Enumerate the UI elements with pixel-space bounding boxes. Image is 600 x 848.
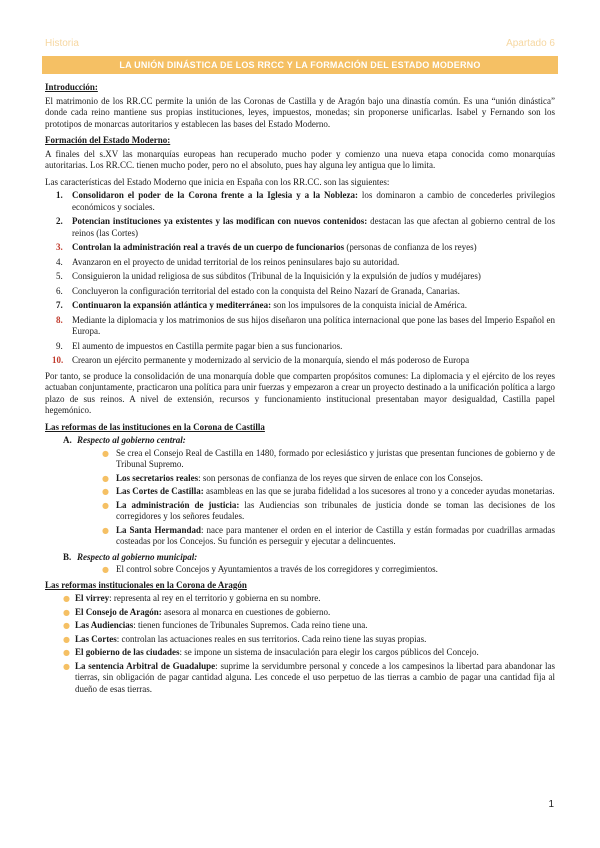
item-text: : nace para mantener el orden en el interior de Castilla y están formadas por cuadrillas armadas costeadas por los Concejos. Su función es perseguir y ejecutar a delincuentes.: [116, 524, 555, 546]
bullet-icon: ●: [102, 500, 109, 510]
formacion-paragraph-1: A finales del s.XV las monarquías europeas han recuperado mucho poder y comienzo una nueva etapa conocida como monarquías autoritarias. Los RR.CC. tienen mucho poder, pero no el absoluto, pues hay alguna ley antigua que lo limita.: [45, 148, 555, 170]
item-number: 6.: [56, 285, 63, 296]
list-item: [45, 486, 555, 498]
list-item: [45, 525, 555, 548]
list-item: [45, 607, 555, 619]
item-bold: La Santa Hermandad: [116, 524, 202, 535]
item-text: El aumento de impuestos en Castilla permite pagar bien a sus funcionarios.: [72, 340, 343, 351]
item-text: : son personas de confianza de los reyes que sirven de enlace con los Consejos.: [198, 472, 483, 483]
list-item: [45, 216, 555, 239]
bullet-icon: ●: [63, 607, 70, 617]
subsection-heading: [59, 552, 555, 564]
item-number: 4.: [56, 256, 63, 267]
list-item: [45, 500, 555, 523]
bullet-icon: ●: [102, 473, 109, 483]
item-bold: La sentencia Arbitral de Guadalupe: [75, 660, 216, 671]
list-item: [45, 448, 555, 471]
aragon-list: [45, 593, 555, 695]
subsection-label: Respecto al gobierno central:: [77, 435, 186, 445]
list-item: [45, 190, 555, 213]
item-bold: Controlan la administración real a través de un cuerpo de funcionarios: [72, 242, 345, 252]
item-bold: Consolidaron el poder de la Corona frente a la Iglesia y a la Nobleza:: [72, 190, 358, 200]
item-text: Consiguieron la unidad religiosa de sus súbditos (Tribunal de la Inquisición y la expulsión de judíos y mudéjares): [72, 271, 481, 281]
item-number: 3.: [56, 242, 63, 252]
item-text: son los impulsores de la conquista inicial de América.: [271, 300, 468, 310]
characteristics-list: [45, 190, 555, 367]
item-bold: Potencian instituciones ya existentes y las modifican con nuevos contenidos:: [72, 216, 368, 226]
bullet-icon: ●: [63, 634, 70, 644]
list-item: [45, 257, 555, 269]
item-text: : controlan las actuaciones reales en sus territorios. Cada reino tiene las suyas propias.: [116, 633, 427, 644]
item-text: : representa al rey en el territorio y gobierna en su nombre.: [109, 593, 321, 603]
item-bold: Las Cortes de Castilla:: [116, 486, 204, 496]
item-number: 2.: [56, 216, 63, 226]
bullet-icon: ●: [102, 448, 109, 458]
item-number: 1.: [56, 190, 63, 200]
list-item: [45, 300, 555, 312]
item-bold: El Consejo de Aragón:: [75, 606, 162, 617]
item-number: 5.: [56, 271, 63, 281]
page-header: [45, 38, 555, 52]
castilla-municipal-list: [45, 564, 555, 576]
castilla-section-b: [59, 552, 555, 564]
list-item: [45, 593, 555, 605]
item-bold: Los secretarios reales: [116, 472, 199, 483]
bullet-icon: ●: [102, 525, 109, 535]
subsection-key: A.: [63, 435, 72, 445]
list-item: [45, 271, 555, 283]
subsection-heading: [59, 435, 555, 447]
bullet-icon: ●: [102, 487, 109, 496]
item-text: : suprime la servidumbre personal y concede a los campesinos la libertad para abandonar las tierras, sin obligación de pagar cantidad alguna. Les concede el uso perpetuo de las tierras a cambio de pagar una cantidad fija al dueño de esas tierras.: [75, 660, 555, 694]
item-bold: Las Audiencias: [75, 620, 134, 630]
header-subject: Historia: [45, 38, 79, 49]
item-text: : se impone un sistema de insaculación para elegir los cargos públicos del Concejo.: [179, 647, 479, 657]
intro-heading: Introducción:: [45, 82, 98, 92]
bullet-icon: ●: [63, 661, 70, 671]
item-bold: Las Cortes: [75, 633, 117, 644]
subsection-label: Respecto al gobierno municipal:: [77, 551, 198, 562]
bullet-icon: ●: [63, 621, 70, 630]
page-number: 1: [548, 799, 554, 810]
castilla-section-a: [59, 435, 555, 447]
list-item: [45, 355, 555, 367]
bullet-icon: ●: [102, 565, 109, 574]
subsection-key: B.: [63, 551, 72, 562]
aragon-heading: Las reformas institucionales en la Corona de Aragón: [45, 579, 247, 590]
formacion-paragraph-3: Por tanto, se produce la consolidación de una monarquía doble que comparten propósitos comunes: La diplomacia y el ejército de los reyes actuaban conjuntamente, practicaron una política para unir fuerzas y empezaron a crear un proyecto destinado a la unificación política a largo plazo de sus reinos. A nivel de extensión, recursos y funcionamiento institucional presentaban mayor desigualdad, Castilla papel hegemónico.: [45, 370, 555, 415]
bullet-icon: ●: [63, 648, 70, 657]
title-banner: LA UNIÓN DINÁSTICA DE LOS RRCC Y LA FORMACIÓN DEL ESTADO MODERNO: [42, 56, 558, 74]
main-content: [45, 82, 555, 699]
item-bold: Continuaron la expansión atlántica y mediterránea:: [72, 300, 272, 310]
item-number: 8.: [56, 314, 63, 325]
item-text: Concluyeron la configuración territorial del estado con la conquista del Reino Nazarí de Granada, Canarias.: [72, 285, 460, 296]
item-bold: La administración de justicia:: [116, 499, 240, 510]
castilla-heading: Las reformas de las instituciones en la Corona de Castilla: [45, 421, 265, 432]
list-item: [45, 473, 555, 485]
castilla-central-list: [45, 448, 555, 548]
item-text: Mediante la diplomacia y los matrimonios de sus hijos diseñaron una política internacional que pone las bases del Imperio Español en Europa.: [72, 314, 555, 336]
list-item: [45, 647, 555, 659]
formacion-heading: Formación del Estado Moderno:: [45, 135, 171, 145]
bullet-icon: ●: [63, 594, 70, 603]
item-text: El control sobre Concejos y Ayuntamientos a través de los corregidores y corregimientos.: [116, 564, 438, 574]
item-number: 9.: [56, 340, 63, 351]
item-text: Avanzaron en el proyecto de unidad territorial de los reinos peninsulares bajo su autoridad.: [72, 256, 400, 267]
list-item: [45, 341, 555, 353]
item-text: los dominaron a cambio de concederles privilegios económicos y sociales.: [72, 190, 555, 212]
item-bold: El virrey: [75, 593, 110, 603]
item-text: asesora al monarca en cuestiones de gobierno.: [161, 606, 331, 617]
item-text: asambleas en las que se juraba fidelidad a los sucesores al trono y a conceder ayudas monetarias.: [203, 486, 555, 496]
header-section: Apartado 6: [506, 38, 555, 49]
list-item: [45, 315, 555, 338]
item-bold: El gobierno de las ciudades: [75, 647, 180, 657]
item-text: Crearon un ejército permanente y modernizado al servicio de la monarquía, siendo el más poderoso de Europa: [72, 355, 470, 365]
item-text: destacan las que afectan al gobierno central de los reinos (las Cortes): [72, 216, 555, 238]
item-text: : tienen funciones de Tribunales Supremos. Cada reino tiene una.: [133, 620, 368, 630]
list-item: [45, 620, 555, 632]
item-text: (personas de confianza de los reyes): [344, 242, 477, 252]
list-item: [45, 286, 555, 298]
item-number: 7.: [56, 300, 63, 310]
item-number: 10.: [52, 355, 64, 365]
list-item: [45, 634, 555, 646]
list-item: [45, 564, 555, 576]
list-item: [45, 242, 555, 254]
list-item: [45, 661, 555, 696]
formacion-paragraph-2: Las características del Estado Moderno que inicia en España con los RR.CC. son las siguientes:: [45, 176, 390, 187]
intro-paragraph: El matrimonio de los RR.CC permite la unión de las Coronas de Castilla y de Aragón bajo una dinastía común. Es una “unión dinástica” donde cada reino mantiene sus propias instituciones, leyes, impuestos, monedas; sin proponerse unificarlas. Isabel y Fernando son los prototipos de monarcas autoritarios y establecen las bases del Estado Moderno.: [45, 95, 555, 129]
item-text: las Audiencias son tribunales de justicia donde se toman las decisiones de los corregidores y los señores feudales.: [116, 499, 555, 521]
item-text: Se crea el Consejo Real de Castilla en 1480, formado por eclesiástico y juristas que presentan funciones de gobierno y de Tribunal Supremo.: [116, 447, 555, 469]
